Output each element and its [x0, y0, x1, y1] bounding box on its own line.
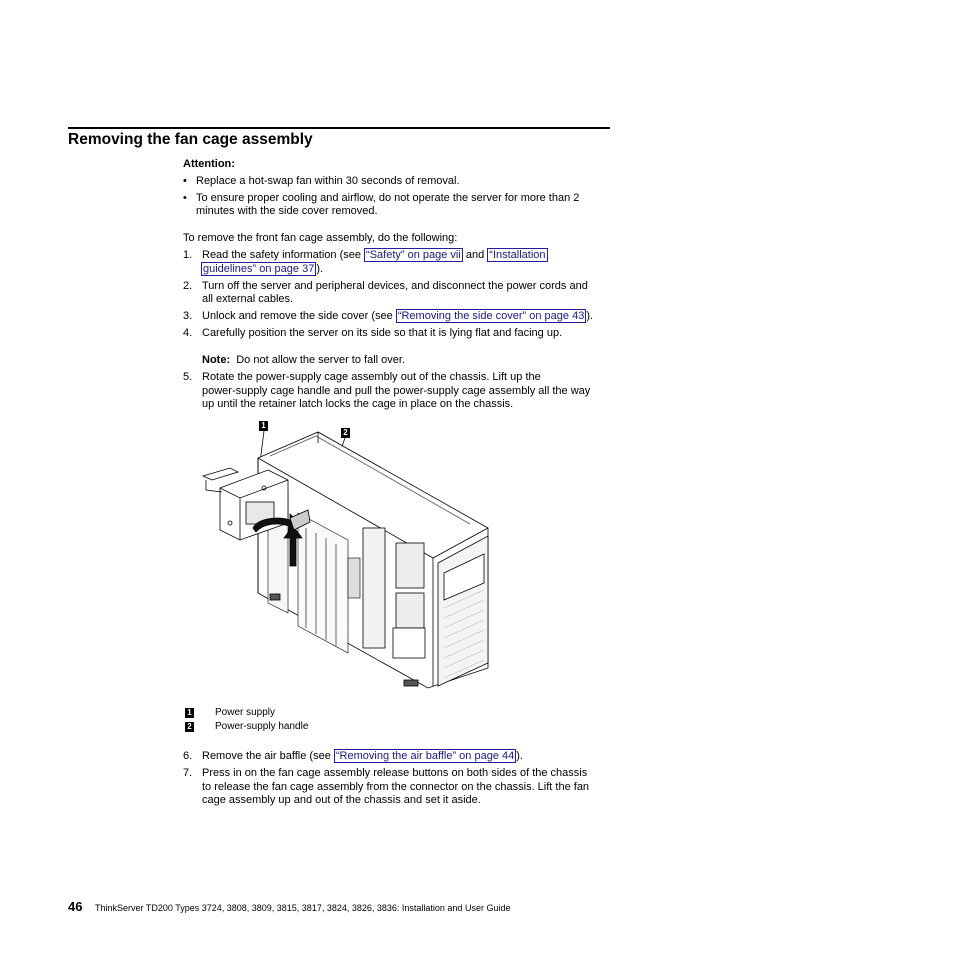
step-3-text [202, 309, 593, 323]
legend-item [185, 721, 194, 733]
footer-text: ThinkServer TD200 Types 3724, 3808, 3809, 3815, 3817, 3824, 3826, 3836: Installation and User Guide [95, 903, 511, 913]
step-7-line3: cage assembly up and out of the chassis and set it aside. [202, 794, 481, 806]
step-1-b: and [462, 249, 488, 261]
safety-link[interactable]: “Safety” on page vii [366, 249, 461, 261]
step-2-line1: Turn off the server and peripheral devices, and disconnect the power cords and [202, 280, 588, 292]
step-5-line1: Rotate the power-supply cage assembly out of the chassis. Lift up the [202, 371, 541, 383]
legend-label-1: Power supply [215, 707, 276, 718]
step-5-line2: power-supply cage handle and pull the power-supply cage assembly all the way [202, 385, 591, 397]
step-number: 7. [183, 767, 193, 779]
bullet-2-cont: minutes with the side cover removed. [196, 205, 378, 217]
step-1-a: Read the safety information (see [202, 249, 365, 261]
note-text: Do not allow the server to fall over. [236, 354, 405, 366]
step-1-c: ). [316, 263, 324, 275]
bullet-marker: • [183, 192, 187, 204]
server-figure [198, 418, 503, 696]
step-3-b: ). [586, 310, 594, 322]
legend-callout-1: 1 [185, 708, 194, 718]
step-number: 6. [183, 750, 193, 762]
step-3-a: Unlock and remove the side cover (see [202, 310, 396, 322]
bullet-2: To ensure proper cooling and airflow, do not operate the server for more than 2 [196, 192, 580, 204]
installation-guidelines-link[interactable]: “Installation [489, 249, 546, 261]
intro-text: To remove the front fan cage assembly, do the following: [183, 232, 458, 244]
note-label: Note: [202, 354, 231, 366]
section-title: Removing the fan cage assembly [68, 131, 313, 148]
step-number: 3. [183, 310, 193, 322]
step-number: 5. [183, 371, 193, 383]
legend-callout-2: 2 [185, 722, 194, 732]
callout-2: 2 [341, 428, 350, 438]
side-cover-link[interactable]: “Removing the side cover” on page 43 [397, 310, 585, 322]
step-6-a: Remove the air baffle (see [202, 750, 334, 762]
bullet-1: Replace a hot-swap fan within 30 seconds of removal. [196, 175, 460, 187]
section-rule [68, 127, 610, 129]
note [202, 353, 405, 367]
step-5-line3: up until the retainer latch locks the cage in place on the chassis. [202, 398, 514, 410]
step-7-line2: to release the fan cage assembly from the connector on the chassis. Lift the fan [202, 781, 590, 793]
step-7-line1: Press in on the fan cage assembly release buttons on both sides of the chassis [202, 767, 588, 779]
step-number: 2. [183, 280, 193, 292]
step-number: 1. [183, 249, 193, 261]
server-illustration [198, 418, 503, 696]
legend-label-2: Power-supply handle [215, 721, 309, 732]
legend-item [185, 707, 194, 719]
callout-1: 1 [259, 421, 268, 431]
page-number: 46 [68, 899, 83, 914]
step-4-text: Carefully position the server on its side so that it is lying flat and facing up. [202, 327, 563, 339]
installation-guidelines-link-cont[interactable]: guidelines” on page 37 [203, 263, 315, 275]
step-6-b: ). [516, 750, 523, 762]
bullet-marker: • [183, 175, 187, 187]
step-1-text-cont [201, 262, 323, 276]
step-6-text [202, 749, 523, 763]
step-1-text [202, 248, 548, 262]
step-2-line2: all external cables. [202, 293, 294, 305]
air-baffle-link[interactable]: “Removing the air baffle” on page 44 [335, 750, 515, 762]
attention-label: Attention: [183, 158, 235, 170]
step-number: 4. [183, 327, 193, 339]
